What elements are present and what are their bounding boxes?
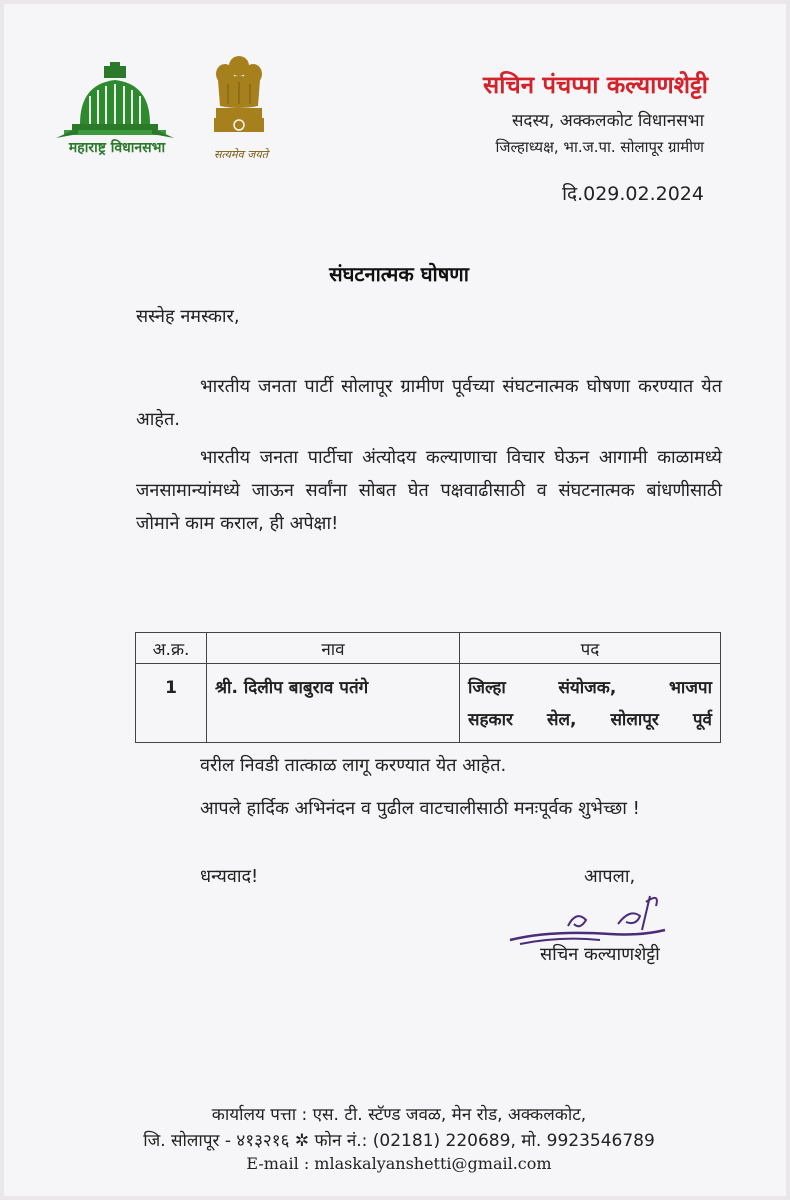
signatory-name: सचिन कल्याणशेट्टी bbox=[540, 944, 660, 965]
greeting: सस्नेह नमस्कार, bbox=[136, 306, 240, 327]
column-header-name: नाव bbox=[207, 633, 460, 664]
satyamev-jayate-caption: सत्यमेव जयते bbox=[213, 148, 268, 161]
cell-post bbox=[460, 664, 721, 743]
office-address: कार्यालय पत्ता : एस. टी. स्टॅण्ड जवळ, मेन रोड, अक्कलकोट, bbox=[211, 1105, 587, 1125]
cell-post-line1: जिल्हा संयोजक, भाजपा bbox=[468, 678, 712, 698]
letter-date: दि.029.02.2024 bbox=[562, 183, 704, 205]
column-header-sr: अ.क्र. bbox=[136, 633, 207, 664]
cell-sr: 1 bbox=[136, 664, 207, 743]
cell-name: श्री. दिलीप बाबुराव पतंगे bbox=[207, 664, 460, 743]
congratulations-text: आपले हार्दिक अभिनंदन व पुढील वाटचालीसाठी मनःपूर्वक शुभेच्छा ! bbox=[200, 798, 640, 819]
table-header-row bbox=[136, 633, 721, 664]
office-email: E-mail : mlaskalyanshetti@gmail.com bbox=[246, 1154, 552, 1173]
table-row bbox=[136, 664, 721, 743]
ashoka-emblem-icon bbox=[208, 54, 270, 146]
column-header-post: पद bbox=[460, 633, 721, 664]
letter-title: संघटनात्मक घोषणा bbox=[329, 262, 469, 286]
letterhead-page bbox=[4, 4, 786, 1196]
sender-name: सचिन पंचप्पा कल्याणशेट्टी bbox=[483, 71, 708, 99]
sender-party-position: जिल्हाध्यक्ष, भा.ज.पा. सोलापूर ग्रामीण bbox=[495, 138, 704, 156]
effective-note: वरील निवडी तात्काळ लागू करण्यात येत आहेत. bbox=[200, 755, 507, 776]
paragraph-intro: भारतीय जनता पार्टी सोलापूर ग्रामीण पूर्वच्या संघटनात्मक घोषणा करण्यात येत आहेत. bbox=[136, 376, 722, 430]
appointment-table bbox=[135, 632, 721, 743]
thanks-text: धन्यवाद! bbox=[200, 866, 259, 887]
vidhan-sabha-caption: महाराष्ट्र विधानसभा bbox=[68, 140, 166, 156]
paragraph-expectation: भारतीय जनता पार्टीचा अंत्योदय कल्याणाचा विचार घेऊन आगामी काळामध्ये जनसामान्यांमध्ये जाऊन सर्वांना सोबत घेत पक्षवाढीसाठी व संघटनात्मक बांधणीसाठी जोमाने काम कराल, ही अपेक्षा! bbox=[136, 447, 722, 534]
cell-post-line2: सहकार सेल, सोलापूर पूर्व bbox=[468, 710, 712, 730]
sender-designation: सदस्य, अक्कलकोट विधानसभा bbox=[511, 111, 704, 131]
office-contact: जि. सोलापूर - ४१३२१६ ✲ फोन नं.: (02181) 220689, मो. 9923546789 bbox=[143, 1131, 655, 1151]
closing-text: आपला, bbox=[584, 866, 636, 887]
